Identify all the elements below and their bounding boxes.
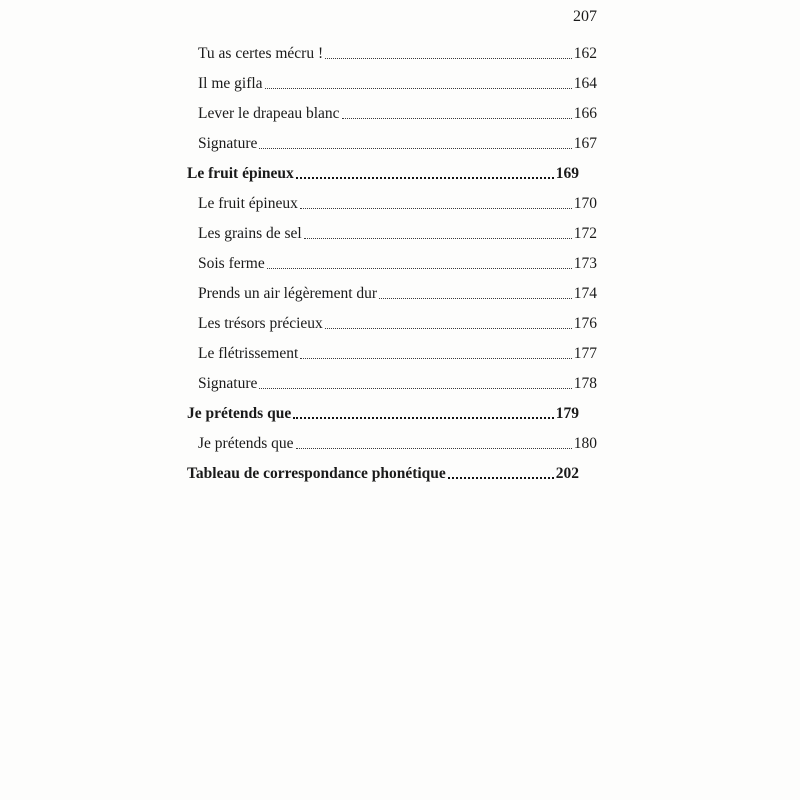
toc-section-entry — [187, 189, 597, 219]
toc-section-entry — [187, 39, 597, 69]
toc-entry-title: Sois ferme — [198, 255, 265, 272]
toc-section-entry — [187, 369, 597, 399]
page-number: 207 — [573, 8, 597, 25]
toc-entry-page-number: 170 — [573, 195, 597, 212]
toc-entry-page-number: 164 — [573, 75, 597, 92]
toc-entry-page-number: 173 — [573, 255, 597, 272]
toc-entry-title: Le fruit épineux — [187, 165, 294, 182]
toc-entry-title: Il me gifla — [198, 75, 263, 92]
dot-leader — [325, 47, 572, 61]
dot-leader — [267, 257, 572, 271]
toc-entry-page-number: 177 — [573, 345, 597, 362]
toc-entry-title: Les trésors précieux — [198, 315, 323, 332]
dot-leader — [448, 467, 554, 481]
toc-section-entry — [187, 69, 597, 99]
toc-entry-title: Tu as certes mécru ! — [198, 45, 324, 62]
dot-leader — [296, 437, 572, 451]
toc-section-entry — [187, 309, 597, 339]
toc-section-entry — [187, 429, 597, 459]
dot-leader — [259, 137, 571, 151]
toc-entry-page-number: 179 — [555, 405, 579, 422]
toc-chapter-entry — [187, 159, 597, 189]
dot-leader — [304, 227, 572, 241]
toc-section-entry — [187, 279, 597, 309]
dot-leader — [300, 197, 572, 211]
toc-entry-title: Le fruit épineux — [198, 195, 298, 212]
toc-entry-page-number: 176 — [573, 315, 597, 332]
toc-entry-page-number: 172 — [573, 225, 597, 242]
dot-leader — [300, 347, 571, 361]
toc-entry-page-number: 180 — [573, 435, 597, 452]
dot-leader — [296, 167, 554, 181]
toc-entry-title: Les grains de sel — [198, 225, 302, 242]
toc-section-entry — [187, 129, 597, 159]
table-of-contents — [187, 39, 597, 489]
toc-entry-page-number: 169 — [555, 165, 579, 182]
toc-entry-title: Tableau de correspondance phonétique — [187, 465, 446, 482]
toc-chapter-entry — [187, 399, 597, 429]
toc-section-entry — [187, 249, 597, 279]
toc-entry-title: Je prétends que — [187, 405, 292, 422]
dot-leader — [342, 107, 572, 121]
toc-entry-title: Prends un air légèrement dur — [198, 285, 378, 302]
toc-entry-page-number: 162 — [573, 45, 597, 62]
toc-entry-page-number: 174 — [573, 285, 597, 302]
toc-section-entry — [187, 339, 597, 369]
toc-entry-title: Le flétrissement — [198, 345, 299, 362]
dot-leader — [259, 377, 571, 391]
dot-leader — [379, 287, 572, 301]
toc-entry-page-number: 167 — [573, 135, 597, 152]
toc-entry-title: Signature — [198, 375, 258, 392]
toc-entry-title: Je prétends que — [198, 435, 294, 452]
toc-entry-title: Signature — [198, 135, 258, 152]
toc-entry-page-number: 178 — [573, 375, 597, 392]
dot-leader — [293, 407, 554, 421]
dot-leader — [325, 317, 572, 331]
toc-entry-page-number: 202 — [555, 465, 579, 482]
toc-entry-title: Lever le drapeau blanc — [198, 105, 340, 122]
toc-section-entry — [187, 99, 597, 129]
toc-chapter-entry — [187, 459, 597, 489]
dot-leader — [265, 77, 572, 91]
toc-section-entry — [187, 219, 597, 249]
toc-entry-page-number: 166 — [573, 105, 597, 122]
